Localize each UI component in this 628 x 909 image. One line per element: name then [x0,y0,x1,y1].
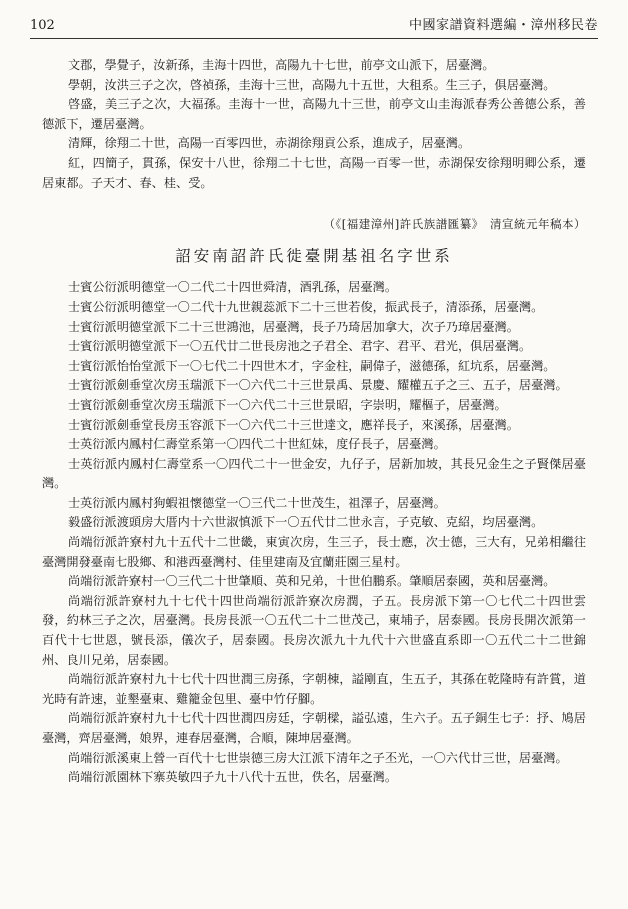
lineage-entry: 士賓衍派明德堂派下一〇五代廿二世長房池之子君全、君字、君平、君光，俱居臺灣。 [68,339,532,354]
lineage-entry: 尚端衍派溪東上營一百代十七世崇德三房大江派下清年之子丕光，一〇六代廿三世，居臺灣。 [68,750,568,765]
lineage-entry: 尚端衍派許寮村九十七代十四世尚端衍派許寮次房潤，子五。長房派下第一〇七代二十四世雲發，約林三子之次，居臺灣。長房長派一〇五代二十二世茂己，東埔子，居泰國。長房長開次派第一百代十七世恩，號長添，儀次子，居泰國。長房次派九十九代十六世盛直系即一〇五代二十二世錦州、良川兄弟，居泰國。 [42,593,586,667]
lineage-entry: 士英衍派内鳳村狗蝦祖懷德堂一〇三代二十世茂生，祖澤子，居臺灣。 [68,495,446,510]
lineage-entry: 尚端衍派許寮村九十七代十四世潤四房廷，字朝樑，謚弘遠，生六子。五子銅生七子：抒、鳩居臺灣，齊居臺灣，娘界，連春居臺灣，合順，陳坤居臺灣。 [42,711,586,745]
lineage-entry: 毅盛衍派渡頭房大厝内十六世淑慎派下一〇五代廿二世永言，子克敏、克紹，均居臺灣。 [68,515,544,530]
entry-paragraph: 清輝，徐翔二十世，高陽一百零四世，赤湖徐翔貢公系，進成子，居臺灣。 [68,136,471,151]
lineage-entry: 尚端衍派許寮村九十五代十二世畿，東寅次房，生三子，長士應，次士德，三大有，兄弟相繼往臺灣開發臺南七股鄉、和港西臺灣村、佳里建南及宜蘭莊園三星村。 [42,535,586,569]
page-header [30,12,598,39]
lineage-entry: 士英衍派内鳳村仁壽堂系第一〇四代二十世紅妹，度仔長子，居臺灣。 [68,437,446,452]
entry-paragraph: 文郡，學覺子，汝新孫，圭海十四世，高陽九十七世，前亭文山派下，居臺灣。 [68,58,495,72]
entry-paragraph: 啓盛，美三子之次，大福孫。圭海十一世，高陽九十三世，前亭文山圭海派春秀公善德公系，善德派下，遷居臺灣。 [42,97,586,131]
entry-paragraph: 學朝，汝洪三子之次，啓禎孫，圭海十三世，高陽九十五世，大租系。生三子，俱居臺灣。 [68,77,556,92]
lineage-entry: 士賓衍派劍垂堂次房玉瑞派下一〇六代二十三世景禹、景慶、耀權五子之三、五子，居臺灣。 [68,378,568,393]
lineage-entry: 尚端衍派許寮村九十七代十四世潤三房孫，字朝棟，謚剛直，生五子，其孫在乾隆時有許賞，道光時有許速，並墾臺東、雞籠金包里、臺中竹仔腳。 [42,672,586,706]
lineage-entry: 士賓衍派劍垂堂長房玉容派下一〇六代二十三世達文，應祥長子，來溪孫，居臺灣。 [68,417,519,432]
section-title: 詔安南詔許氏徙臺開基祖名字世系 [175,246,453,265]
page-number: 102 [30,18,55,33]
lineage-entry: 士賓衍派明德堂派下二十三世鴻池，居臺灣，長子乃琦居加拿大，次子乃璋居臺灣。 [68,319,519,334]
lineage-entry: 士賓公衍派明德堂一〇二代十九世親蕊派下二十三世若俊，振武長子，清添孫，居臺灣。 [68,299,544,314]
lineage-entry: 尚端衍派許寮村一〇三代二十世肇順、英和兄弟，十世伯鵬系。肇順居泰國，英和居臺灣。 [68,574,556,589]
running-title: 中國家譜資料選編・漳州移民卷 [408,18,598,33]
lineage-entry: 士英衍派内鳳村仁壽堂系一〇四代二十一世金安，九仔子，居新加坡，其長兄金生之子賢傑居臺灣。 [42,456,586,491]
page-body [42,56,586,788]
lineage-entry: 士賓衍派怡怡堂派下一〇七代二十四世木才，字金柱，嗣偉子，滋德孫，紅坑系，居臺灣。 [68,358,556,373]
source-citation: （《[福建漳州]許氏族譜匯纂》 清宣統元年稿本） [323,217,586,232]
lineage-entry: 士賓公衍派明德堂一〇二代二十四世舜清，酒乳孫，居臺灣。 [68,280,398,295]
lineage-entry: 士賓衍派劍垂堂次房玉瑞派下一〇六代二十三世景昭，字崇明，耀樞子，居臺灣。 [68,397,507,412]
lineage-entry: 尚端衍派園林下寨英敏四子九十八代十五世，佚名，居臺灣。 [68,770,398,785]
entry-paragraph: 紅，四簡子，貫孫，保安十八世，徐翔二十七世，高陽一百零一世，赤湖保安徐翔明卿公系，遷居東都。子天才、春、桂、受。 [42,155,586,190]
